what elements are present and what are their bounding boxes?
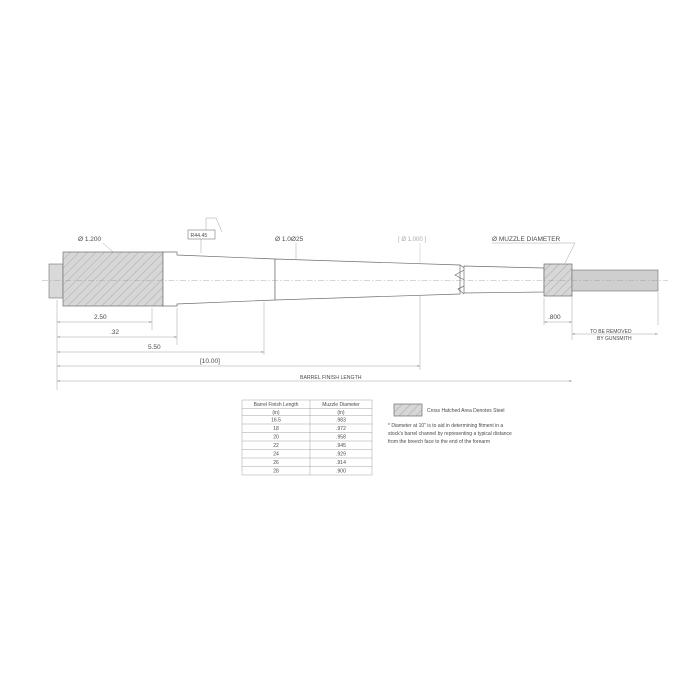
dim-label-550: 5.50 [148,344,161,351]
linear-dimensions [57,292,658,390]
barrel-profile-view [42,252,668,306]
dim-label-1000: [10.00] [200,358,220,365]
table-border [242,400,372,475]
table-cell-length: 18 [273,426,279,432]
breech-tang-block [49,264,63,298]
dim-label-overall: BARREL FINISH LENGTH [300,375,362,381]
breech-diameter-leader [103,243,113,252]
table-cell-diameter: .958 [336,434,346,441]
dim-label-032: .32 [110,329,120,336]
table-cell-diameter: .972 [336,426,346,432]
datum-box-label: R44.45 [190,232,208,239]
barrel-mid-body [275,259,460,300]
barrel-muzzle-body [464,266,544,293]
table-cell-length: 16.5 [271,417,281,424]
muzzle-hatched-section [544,264,572,296]
legend-note-line-2: from the breech face to the end of the forearm [388,439,491,445]
breech-hatched-section [63,252,163,306]
muzzle-diameter-leader [565,243,575,263]
table-subheader-1: (in) [337,409,345,416]
table-cell-length: 24 [273,451,279,458]
muzzle-diameter-table [242,400,372,475]
gunsmith-note-line2: BY GUNSMITH [597,336,632,342]
legend-note-line-0: * Diameter at 10" is to aid in determining fitment in a [388,423,504,429]
barrel-taper-section [163,252,275,306]
table-cell-diameter: .900 [336,468,346,475]
dim-label-800: .800 [548,314,561,321]
table-cell-length: 22 [273,443,279,449]
dim-label-250: 2.50 [94,314,107,321]
gunsmith-note-line1: TO BE REMOVED [590,329,632,335]
legend-block [388,404,512,445]
table-header-0: Barrel Finish Length [253,402,299,409]
table-cell-diameter: .983 [336,417,346,424]
table-cell-length: 26 [273,460,279,466]
legend-hatch-swatch [394,404,422,416]
table-cell-length: 20 [273,434,279,441]
legend-hatch-label: Cross Hatched Area Denotes Steel [427,408,505,414]
table-header-1: Muzzle Diameter [322,402,360,409]
legend-note-line-1: stock's barrel channel by representing a typical distance [388,431,512,437]
table-cell-length: 28 [273,468,279,475]
muzzle-diameter-label: Ø MUZZLE DIAMETER [492,236,561,243]
table-subheader-0: (in) [272,409,280,416]
mid-diameter-label: Ø 1.0Ø25 [275,236,304,243]
table-cell-diameter: .914 [336,460,346,466]
breech-diameter-label: Ø 1.200 [78,236,102,243]
phantom-diameter-label: [ Ø 1.000 ] [398,237,427,243]
table-cell-diameter: .945 [336,443,346,449]
table-cell-diameter: .929 [336,451,346,458]
